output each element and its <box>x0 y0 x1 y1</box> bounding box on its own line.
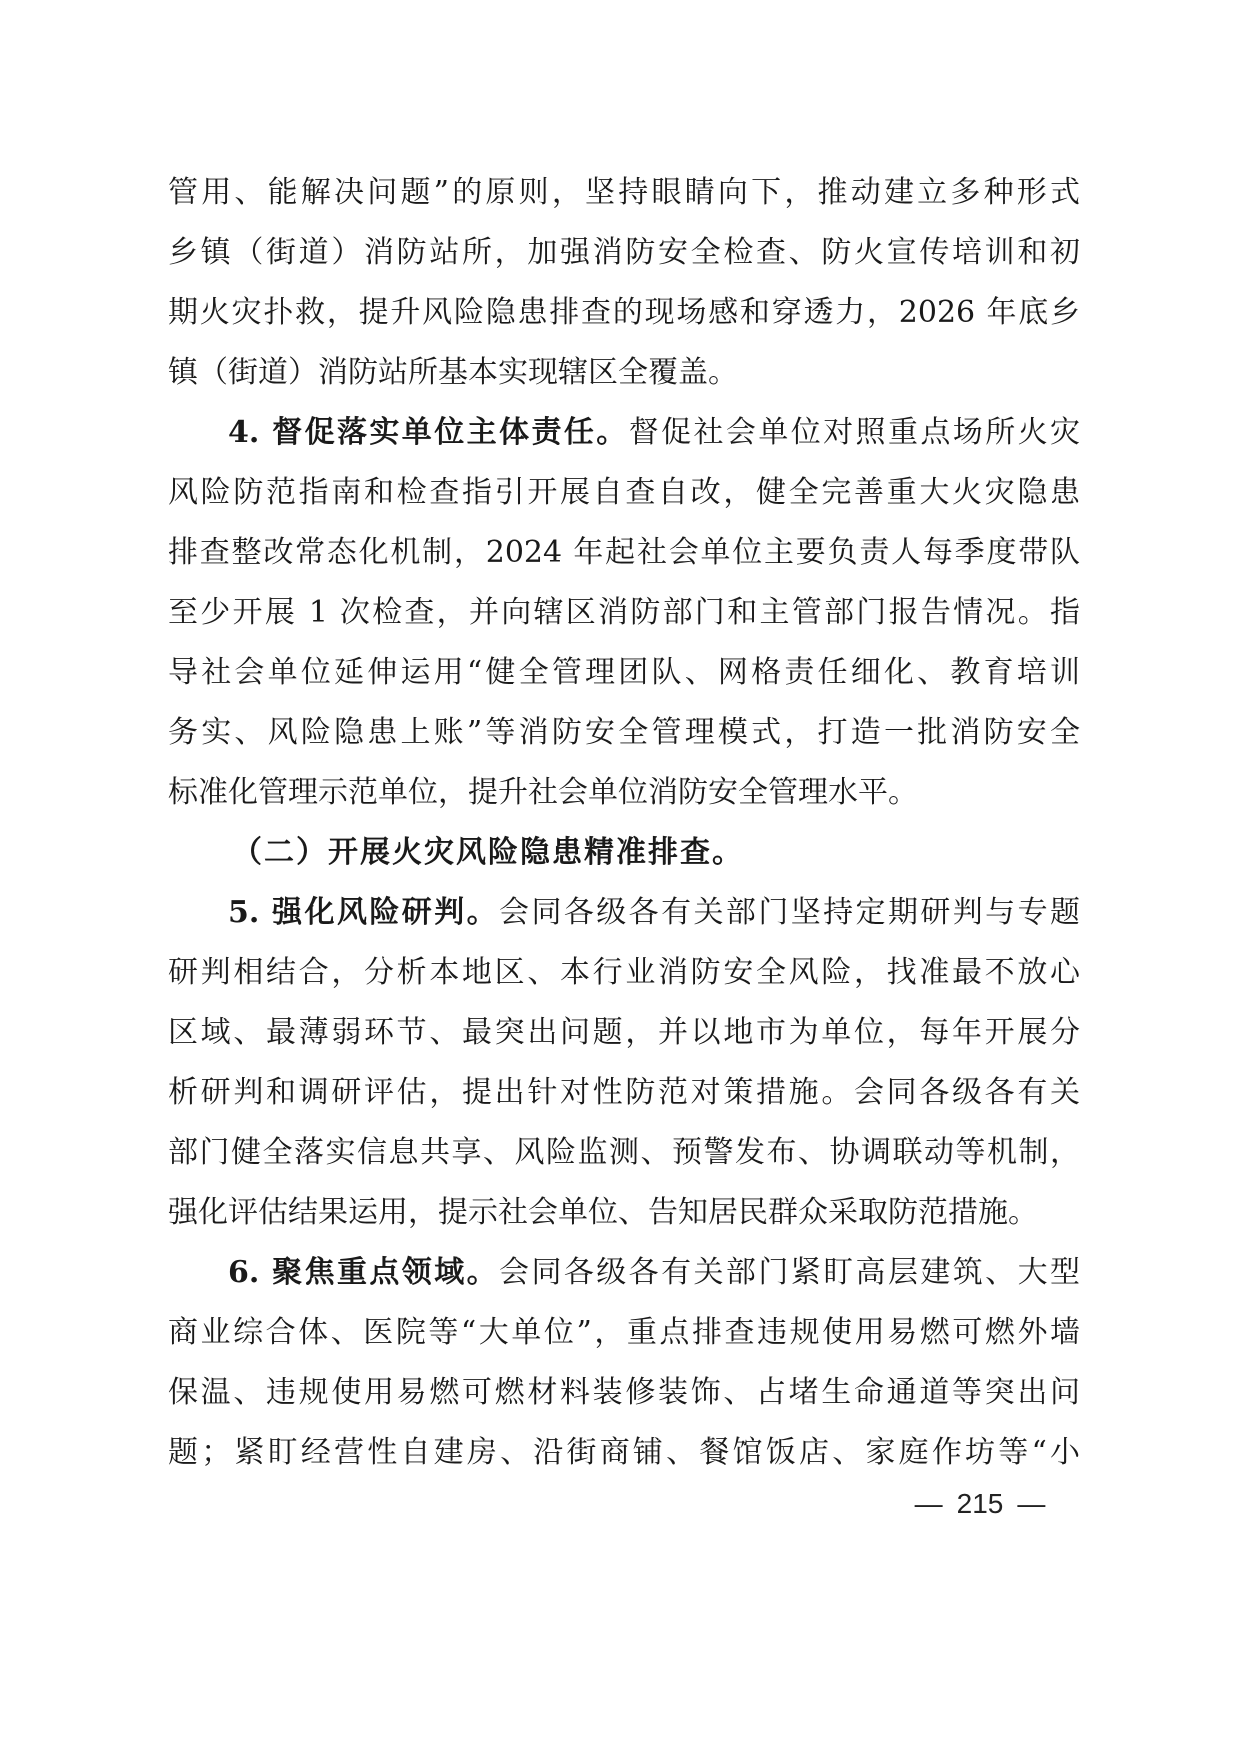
item-6-title: 6. 聚焦重点领域。 <box>228 1255 500 1290</box>
page-number-dash-right: — <box>1017 1488 1046 1519</box>
item-4-title: 4. 督促落实单位主体责任。 <box>228 415 629 450</box>
section-heading: （二）开展火灾风险隐患精准排查。 <box>232 835 744 870</box>
paragraph-line: 部门健全落实信息共享、风险监测、预警发布、协调联动等机制， <box>168 1135 1080 1170</box>
paragraph-line: 导社会单位延伸运用“健全管理团队、网格责任细化、教育培训 <box>168 655 1080 690</box>
paragraph-line: 强化评估结果运用，提示社会单位、告知居民群众采取防范措施。 <box>168 1195 1038 1230</box>
paragraph-line: 保温、违规使用易燃可燃材料装修装饰、占堵生命通道等突出问 <box>168 1375 1080 1410</box>
paragraph-line: 至少开展 1 次检查，并向辖区消防部门和主管部门报告情况。指 <box>168 595 1080 630</box>
paragraph-line: 乡镇（街道）消防站所，加强消防安全检查、防火宣传培训和初 <box>168 235 1080 270</box>
item-4-first-line <box>228 408 1080 458</box>
paragraph-line: 风险防范指南和检查指引开展自查自改，健全完善重大火灾隐患 <box>168 475 1080 510</box>
item-4-text: 督促社会单位对照重点场所火灾 <box>628 415 1081 450</box>
paragraph-line: 区域、最薄弱环节、最突出问题，并以地市为单位，每年开展分 <box>168 1015 1080 1050</box>
paragraph-line: 务实、风险隐患上账”等消防安全管理模式，打造一批消防安全 <box>168 715 1080 750</box>
paragraph-line: 排查整改常态化机制，2024 年起社会单位主要负责人每季度带队 <box>168 535 1080 570</box>
paragraph-line: 镇（街道）消防站所基本实现辖区全覆盖。 <box>168 355 738 390</box>
item-5-text: 会同各级各有关部门坚持定期研判与专题 <box>499 895 1081 930</box>
paragraph-line: 商业综合体、医院等“大单位”，重点排查违规使用易燃可燃外墙 <box>168 1315 1080 1350</box>
page-number-dash-left: — <box>914 1488 943 1519</box>
paragraph-line: 标准化管理示范单位，提升社会单位消防安全管理水平。 <box>168 775 918 810</box>
item-5-title: 5. 强化风险研判。 <box>228 895 500 930</box>
item-6-text: 会同各级各有关部门紧盯高层建筑、大型 <box>499 1255 1081 1290</box>
paragraph-line: 析研判和调研评估，提出针对性防范对策措施。会同各级各有关 <box>168 1075 1080 1110</box>
paragraph-line: 研判相结合，分析本地区、本行业消防安全风险，找准最不放心 <box>168 955 1080 990</box>
paragraph-line: 期火灾扑救，提升风险隐患排查的现场感和穿透力，2026 年底乡 <box>168 295 1080 330</box>
item-5-first-line <box>228 888 1080 938</box>
paragraph-line: 管用、能解决问题”的原则，坚持眼睛向下，推动建立多种形式 <box>168 175 1080 210</box>
paragraph-line: 题；紧盯经营性自建房、沿街商铺、餐馆饭店、家庭作坊等“小 <box>168 1435 1080 1470</box>
page-number-value: 215 <box>956 1488 1004 1519</box>
page-number <box>900 1482 1060 1526</box>
item-6-first-line <box>228 1248 1080 1298</box>
